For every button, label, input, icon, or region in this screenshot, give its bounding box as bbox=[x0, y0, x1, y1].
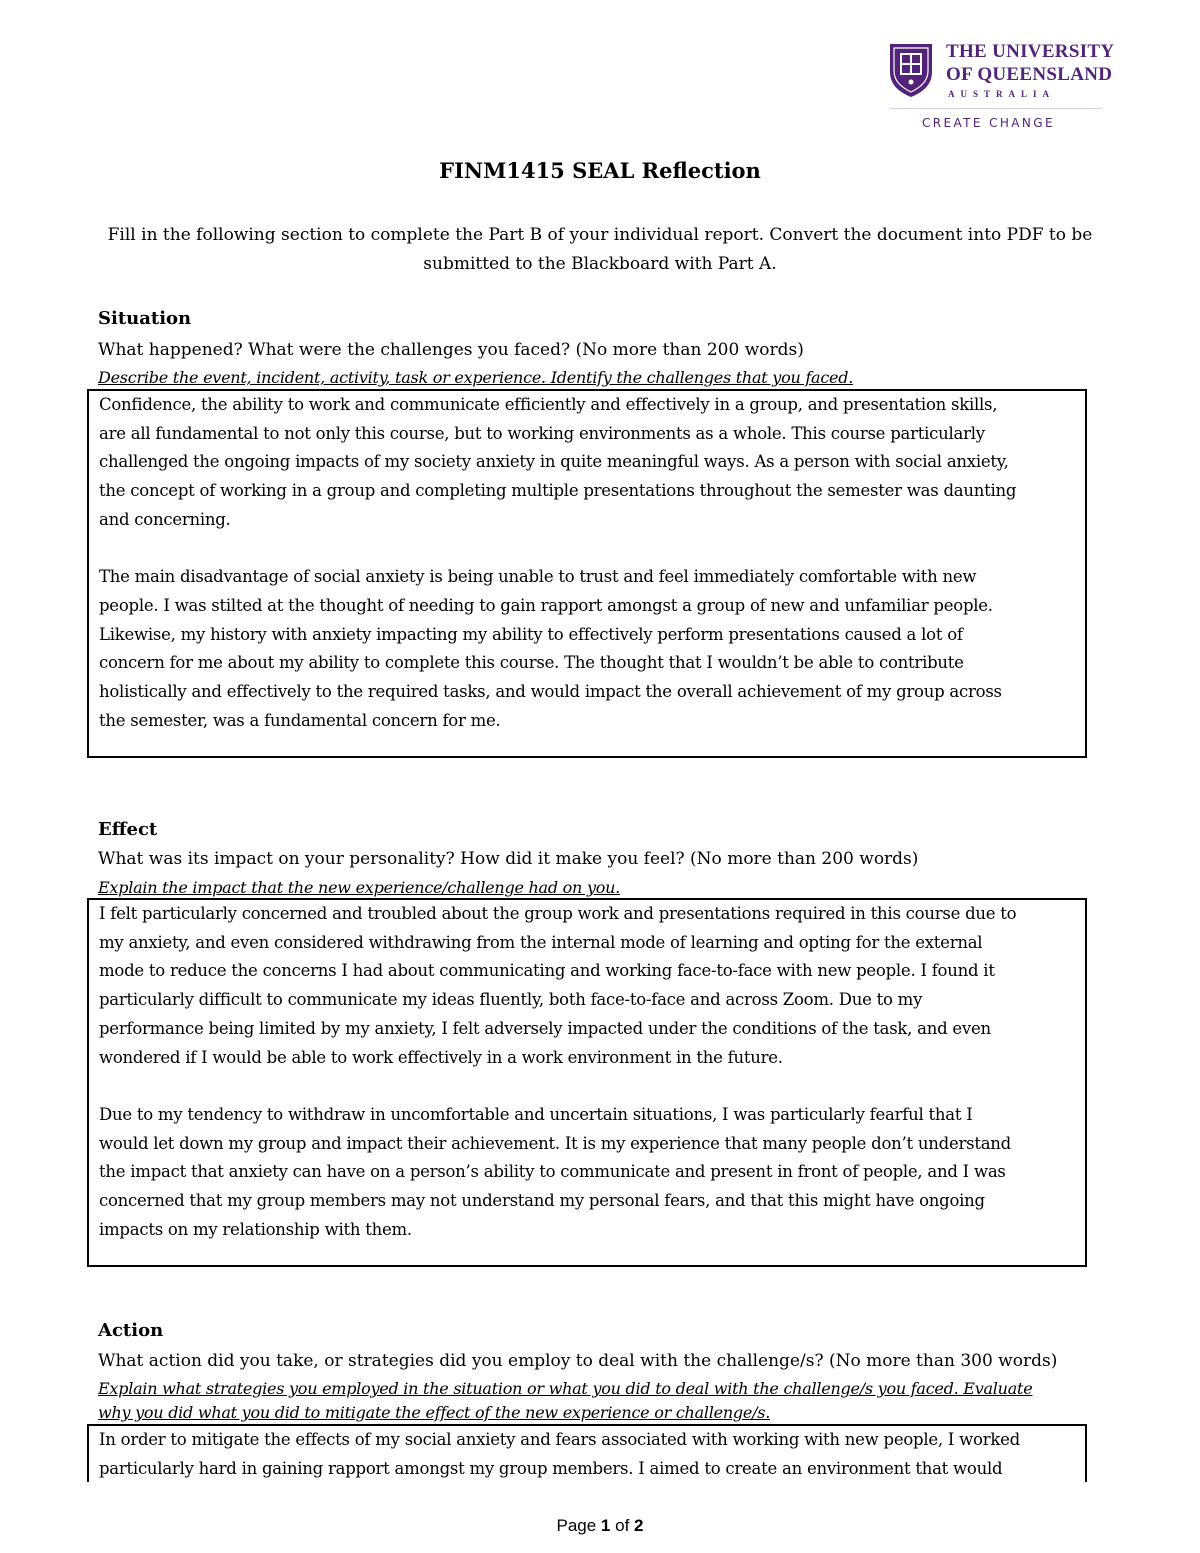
paragraph-gap bbox=[99, 1072, 1079, 1101]
situation-response-text bbox=[99, 391, 1079, 735]
response-line: The main disadvantage of social anxiety is being unable to trust and feel immediately comfortable with new bbox=[99, 567, 977, 587]
logo-divider bbox=[890, 108, 1102, 109]
response-line: particularly difficult to communicate my ideas fluently, both face-to-face and across Zoom. Due to my bbox=[99, 990, 923, 1010]
response-line: particularly hard in gaining rapport amongst my group members. I aimed to create an environment that would bbox=[99, 1458, 1003, 1478]
response-line: concerned that my group members may not understand my personal fears, and that this might have ongoing bbox=[99, 1191, 985, 1211]
logo-line-1: THE UNIVERSITY bbox=[946, 41, 1115, 62]
action-response-text bbox=[99, 1426, 1079, 1482]
intro-line: Fill in the following section to complete the Part B of your individual report. Convert the document into PDF to be bbox=[107, 225, 1093, 245]
effect-hint bbox=[98, 876, 620, 900]
response-line: challenged the ongoing impacts of my society anxiety in quite meaningful ways. As a person with social anxiety, bbox=[99, 452, 1009, 472]
response-line: Likewise, my history with anxiety impacting my ability to effectively perform presentations caused a lot of bbox=[99, 624, 963, 644]
hint-line: Explain what strategies you employed in the situation or what you did to deal with the challenge/s you faced. Evaluate bbox=[98, 1379, 1033, 1398]
situation-heading: Situation bbox=[98, 308, 192, 329]
page-label: Page bbox=[556, 1516, 597, 1535]
uq-logo bbox=[888, 40, 1115, 140]
effect-response-text bbox=[99, 900, 1079, 1244]
response-line: the semester, was a fundamental concern for me. bbox=[99, 710, 501, 730]
action-hint bbox=[98, 1377, 1032, 1425]
page-indicator bbox=[0, 1516, 1200, 1536]
effect-heading: Effect bbox=[98, 819, 158, 840]
response-line: the impact that anxiety can have on a person’s ability to communicate and present in front of people, and I was bbox=[99, 1162, 1006, 1182]
situation-hint bbox=[98, 366, 853, 390]
action-heading: Action bbox=[98, 1320, 164, 1341]
effect-response-box[interactable] bbox=[87, 898, 1087, 1267]
document-title: FINM1415 SEAL Reflection bbox=[439, 158, 761, 183]
effect-prompt: What was its impact on your personality? How did it make you feel? (No more than 200 words) bbox=[98, 849, 919, 869]
total-pages: 2 bbox=[634, 1516, 644, 1535]
situation-prompt: What happened? What were the challenges you faced? (No more than 200 words) bbox=[98, 340, 804, 360]
response-line: people. I was stilted at the thought of needing to gain rapport amongst a group of new and unfamiliar people. bbox=[99, 595, 993, 615]
hint-line: Explain the impact that the new experience/challenge had on you. bbox=[98, 878, 621, 897]
response-line: would let down my group and impact their achievement. It is my experience that many people don’t understand bbox=[99, 1133, 1011, 1153]
response-line: mode to reduce the concerns I had about communicating and working face-to-face with new people. I found it bbox=[99, 961, 995, 981]
response-line: holistically and effectively to the required tasks, and would impact the overall achievement of my group across bbox=[99, 682, 1002, 702]
hint-line: why you did what you did to mitigate the effect of the new experience or challenge/s. bbox=[98, 1403, 771, 1422]
response-line: concern for me about my ability to complete this course. The thought that I wouldn’t be able to contribute bbox=[99, 653, 964, 673]
intro-line: submitted to the Blackboard with Part A. bbox=[423, 254, 777, 274]
response-line: and concerning. bbox=[99, 509, 231, 529]
action-prompt: What action did you take, or strategies did you employ to deal with the challenge/s? (No more than 300 words) bbox=[98, 1351, 1058, 1371]
logo-line-2: OF QUEENSLAND bbox=[946, 64, 1113, 85]
response-line: In order to mitigate the effects of my social anxiety and fears associated with working with new people, I worked bbox=[99, 1430, 1020, 1449]
response-line: Due to my tendency to withdraw in uncomfortable and uncertain situations, I was particularly fearful that I bbox=[99, 1104, 973, 1124]
document-intro bbox=[96, 221, 1104, 279]
response-line: performance being limited by my anxiety, I felt adversely impacted under the conditions of the task, and even bbox=[99, 1018, 991, 1038]
paragraph-gap bbox=[99, 535, 1079, 564]
logo-line-3: AUSTRALIA bbox=[948, 89, 1056, 99]
uq-crest-icon bbox=[888, 42, 934, 98]
response-line: impacts on my relationship with them. bbox=[99, 1219, 412, 1239]
response-line: my anxiety, and even considered withdrawing from the internal mode of learning and opting for the external bbox=[99, 932, 983, 952]
of-label: of bbox=[615, 1516, 630, 1535]
hint-line: Describe the event, incident, activity, task or experience. Identify the challenges that you faced. bbox=[98, 368, 854, 387]
response-line: I felt particularly concerned and troubled about the group work and presentations required in this course due to bbox=[99, 904, 1017, 923]
action-response-box[interactable] bbox=[87, 1424, 1087, 1482]
response-line: are all fundamental to not only this course, but to working environments as a whole. This course particularly bbox=[99, 423, 985, 443]
response-line: wondered if I would be able to work effectively in a work environment in the future. bbox=[99, 1047, 783, 1067]
response-line: Confidence, the ability to work and communicate efficiently and effectively in a group, and presentation skills, bbox=[99, 395, 998, 414]
response-line: the concept of working in a group and completing multiple presentations throughout the semester was daunting bbox=[99, 481, 1017, 501]
logo-tagline: CREATE CHANGE bbox=[922, 116, 1055, 130]
situation-response-box[interactable] bbox=[87, 389, 1087, 758]
current-page: 1 bbox=[600, 1516, 611, 1535]
